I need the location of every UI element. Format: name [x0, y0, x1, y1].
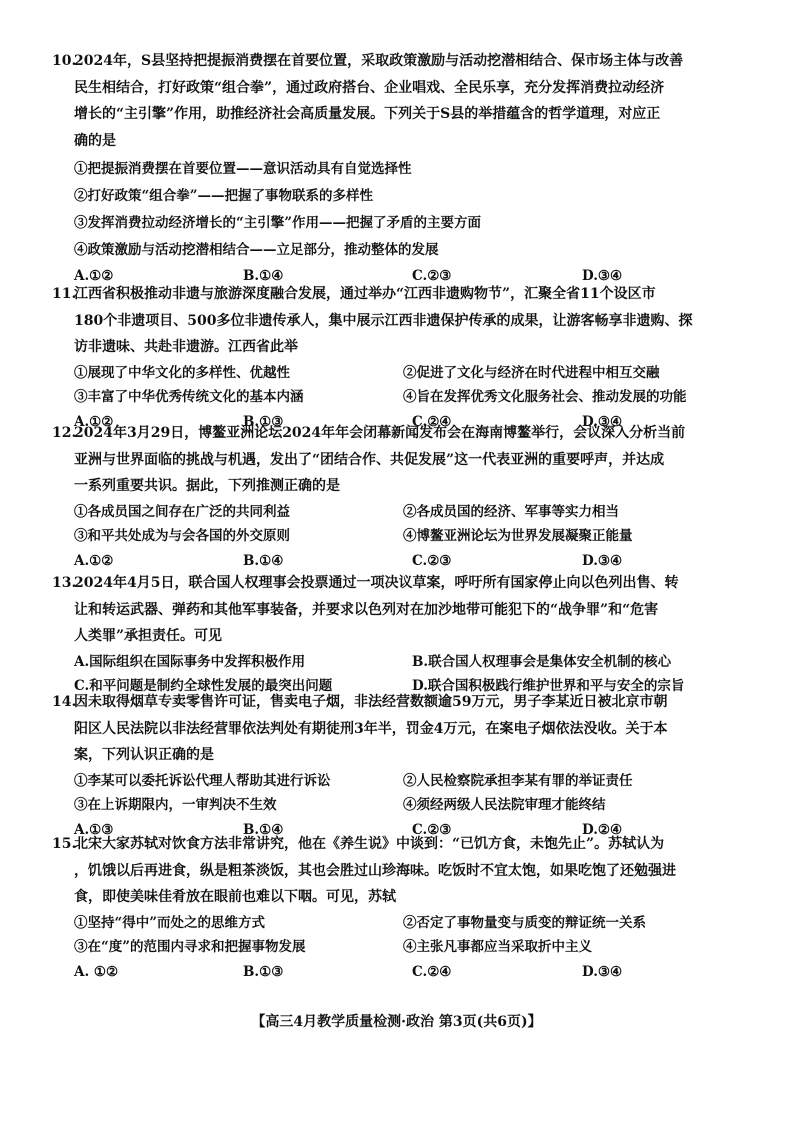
- choice-b[interactable]: B.①④: [243, 268, 284, 284]
- choice-b[interactable]: B.①③: [243, 963, 284, 980]
- choice-b[interactable]: B.联合国人权理事会是集体安全机制的核心: [412, 653, 672, 670]
- choice-d[interactable]: D.③④: [582, 552, 623, 569]
- question-13: 13.2024年4月5日，联合国人权理事会投票通过一项决议草案，呼吁所有国家停止向以色列出售、转 让和转运武器、弹药和其他军事装备，并要求以色列对在加沙地带可能犯下的“战争罪”和“危害 人类罪”承担责任。可见 A.国际组织在国际事务中发挥积极作用 B.联合国人权理事会是集体安全机制的核心 C.和平问题是制约全球性发展的最突出问题 D.联合国积极践行维护世界和平与安全的宗旨: [52, 570, 742, 699]
- choice-c[interactable]: C.②③: [412, 821, 452, 838]
- choice-c[interactable]: C.和平问题是制约全球性发展的最突出问题: [74, 678, 333, 695]
- choice-d[interactable]: D.联合国积极践行维护世界和平与安全的宗旨: [412, 678, 685, 695]
- choice-d[interactable]: D.③④: [582, 413, 623, 430]
- question-15: 15.北宋大家苏轼对饮食方法非常讲究，他在《养生说》中谈到：“已饥方食，未饱先止”。苏轼认为 ，饥饿以后再进食，纵是粗茶淡饭，其也会胜过山珍海味。吃饭时不宜太饱，如果吃饱了还勉强进 食，即使美味佳肴放在眼前也难以下咽。可见，苏轼 ①坚持“得中”而处之的思维方式 ②否定了事物量变与质变的辩证统一关系 ③在“度”的范围内寻求和把握事物发展 ④主张凡事都应当采取折中主义 A. ①② B.①③ C.②④ D.③④: [52, 831, 742, 984]
- statements-row: [52, 361, 742, 386]
- question-number: 11.: [52, 286, 77, 302]
- statement: ④须经两级人民法院审理才能终结: [403, 797, 606, 814]
- choice-c[interactable]: C.②③: [412, 268, 452, 284]
- statements-row: [52, 769, 742, 794]
- question-12: 12.2024年3月29日，博鳌亚洲论坛2024年年会闭幕新闻发布会在海南博鳌举行，会议深入分析当前 亚洲与世界面临的挑战与机遇，发出了“团结合作、共促发展”这一代表亚洲的重要呼声，并达成 一系列重要共识。据此，下列推测正确的是 ①各成员国之间存在广泛的共同利益 ②各成员国的经济、军事等实力相当 ③和平共处成为与会各国的外交原则 ④博鳌亚洲论坛为世界发展凝聚正能量 A.①② B.①④ C.②③ D.③④: [52, 420, 742, 573]
- statements-row: [52, 500, 742, 525]
- page-footer: 【高三4月教学质量检测·政治 第3页(共6页)】: [251, 1014, 542, 1030]
- statements-row: [52, 524, 742, 549]
- statement: ④政策激励与活动挖潜相结合——立足部分，推动整体的发展: [74, 242, 439, 258]
- statement: ②促进了文化与经济在时代进程中相互交融: [403, 364, 660, 381]
- statement: ①各成员国之间存在广泛的共同利益: [74, 503, 290, 520]
- statement: ②各成员国的经济、军事等实力相当: [403, 503, 619, 520]
- question-stem: 14.因未取得烟草专卖零售许可证，售卖电子烟，非法经营数额逾59万元，男子李某近日被北京市朝: [52, 689, 742, 716]
- statement: ②否定了事物量变与质变的辩证统一关系: [403, 914, 646, 931]
- choice-b[interactable]: B.①③: [243, 413, 284, 430]
- question-number: 15.: [52, 836, 77, 852]
- question-stem: 10.2024年，S县坚持把提振消费摆在首要位置，采取政策激励与活动挖潜相结合、保市场主体与改善: [52, 48, 742, 75]
- statement: ③和平共处成为与会各国的外交原则: [74, 528, 290, 545]
- choice-d[interactable]: D.②④: [582, 821, 623, 838]
- question-number: 13.: [52, 575, 77, 591]
- question-stem: 11.江西省积极推动非遗与旅游深度融合发展，通过举办“江西非遗购物节”，汇聚全省11个设区市: [52, 281, 742, 308]
- statement: ①展现了中华文化的多样性、优越性: [74, 364, 290, 381]
- choice-d[interactable]: D.③④: [582, 963, 623, 980]
- question-stem: 12.2024年3月29日，博鳌亚洲论坛2024年年会闭幕新闻发布会在海南博鳌举行，会议深入分析当前: [52, 420, 742, 447]
- statement: ①把提振消费摆在首要位置——意识活动具有自觉选择性: [74, 161, 412, 177]
- question-11: 11.江西省积极推动非遗与旅游深度融合发展，通过举办“江西非遗购物节”，汇聚全省11个设区市 180个非遗项目、500多位非遗传承人，集中展示江西非遗保护传承的成果，让游客畅享非遗购、探 访非遗味、共赴非遗游。江西省此举 ①展现了中华文化的多样性、优越性 ②促进了文化与经济在时代进程中相互交融 ③丰富了中华优秀传统文化的基本内涵 ④旨在发挥优秀文化服务社会、推动发展的功能 A.①② B.①③ C.②④ D.③④: [52, 281, 742, 434]
- statement: ③发挥消费拉动经济增长的“主引擎”作用——把握了矛盾的主要方面: [74, 215, 482, 231]
- statements-row: [52, 911, 742, 936]
- question-stem: 13.2024年4月5日，联合国人权理事会投票通过一项决议草案，呼吁所有国家停止向以色列出售、转: [52, 570, 742, 597]
- choice-c[interactable]: C.②④: [412, 413, 452, 430]
- question-10: 10.2024年，S县坚持把提振消费摆在首要位置，采取政策激励与活动挖潜相结合、保市场主体与改善 民生相结合，打好政策“组合拳”，通过政府搭台、企业唱戏、全民乐享，充分发挥消费拉动经济 增长的“主引擎”作用，助推经济社会高质量发展。下列关于S县的举措蕴含的哲学道理，对应正 确的是 ①把提振消费摆在首要位置——意识活动具有自觉选择性 ②打好政策“组合拳”——把握了事物联系的多样性 ③发挥消费拉动经济增长的“主引擎”作用——把握了矛盾的主要方面 ④政策激励与活动挖潜相结合——立足部分，推动整体的发展 A.①② B.①④ C.②③ D.③④: [52, 48, 742, 289]
- statement: ③在上诉期限内，一审判决不生效: [74, 797, 277, 814]
- question-14: 14.因未取得烟草专卖零售许可证，售卖电子烟，非法经营数额逾59万元，男子李某近日被北京市朝 阳区人民法院以非法经营罪依法判处有期徒刑3年半，罚金4万元，在案电子烟依法没收。关于本 案，下列认识正确的是 ①李某可以委托诉讼代理人帮助其进行诉讼 ②人民检察院承担李某有罪的举证责任 ③在上诉期限内，一审判决不生效 ④须经两级人民法院审理才能终结 A.①③ B.①④ C.②③ D.②④: [52, 689, 742, 842]
- statements-row: [52, 385, 742, 410]
- statements-row: [52, 935, 742, 960]
- choice-c[interactable]: C.②③: [412, 552, 452, 569]
- question-number: 14.: [52, 694, 77, 710]
- statement: ④主张凡事都应当采取折中主义: [403, 939, 592, 956]
- choice-c[interactable]: C.②④: [412, 963, 452, 980]
- choice-d[interactable]: D.③④: [582, 268, 623, 284]
- statement: ④旨在发挥优秀文化服务社会、推动发展的功能: [403, 389, 687, 406]
- statement: ①坚持“得中”而处之的思维方式: [74, 914, 266, 931]
- statement: ③在“度”的范围内寻求和把握事物发展: [74, 939, 306, 956]
- statement: ②人民检察院承担李某有罪的举证责任: [403, 772, 633, 789]
- choice-a[interactable]: A. ①②: [74, 963, 119, 980]
- choice-a[interactable]: A.①②: [74, 268, 114, 284]
- question-number: 12.: [52, 425, 77, 441]
- statement: ④博鳌亚洲论坛为世界发展凝聚正能量: [403, 528, 633, 545]
- choice-a[interactable]: A.①②: [74, 413, 114, 430]
- choice-b[interactable]: B.①④: [243, 552, 284, 569]
- choice-a[interactable]: A.①③: [74, 821, 114, 838]
- statement: ①李某可以委托诉讼代理人帮助其进行诉讼: [74, 772, 331, 789]
- statement: ③丰富了中华优秀传统文化的基本内涵: [74, 389, 304, 406]
- choices-row: [52, 960, 742, 985]
- choices-row: [52, 650, 742, 675]
- statements-row: [52, 793, 742, 818]
- choice-a[interactable]: A.①②: [74, 552, 114, 569]
- choice-a[interactable]: A.国际组织在国际事务中发挥积极作用: [74, 653, 306, 670]
- choice-b[interactable]: B.①④: [243, 821, 284, 838]
- statement: ②打好政策“组合拳”——把握了事物联系的多样性: [74, 188, 374, 204]
- question-number: 10.: [52, 53, 77, 69]
- question-stem: 15.北宋大家苏轼对饮食方法非常讲究，他在《养生说》中谈到：“已饥方食，未饱先止”。苏轼认为: [52, 831, 742, 858]
